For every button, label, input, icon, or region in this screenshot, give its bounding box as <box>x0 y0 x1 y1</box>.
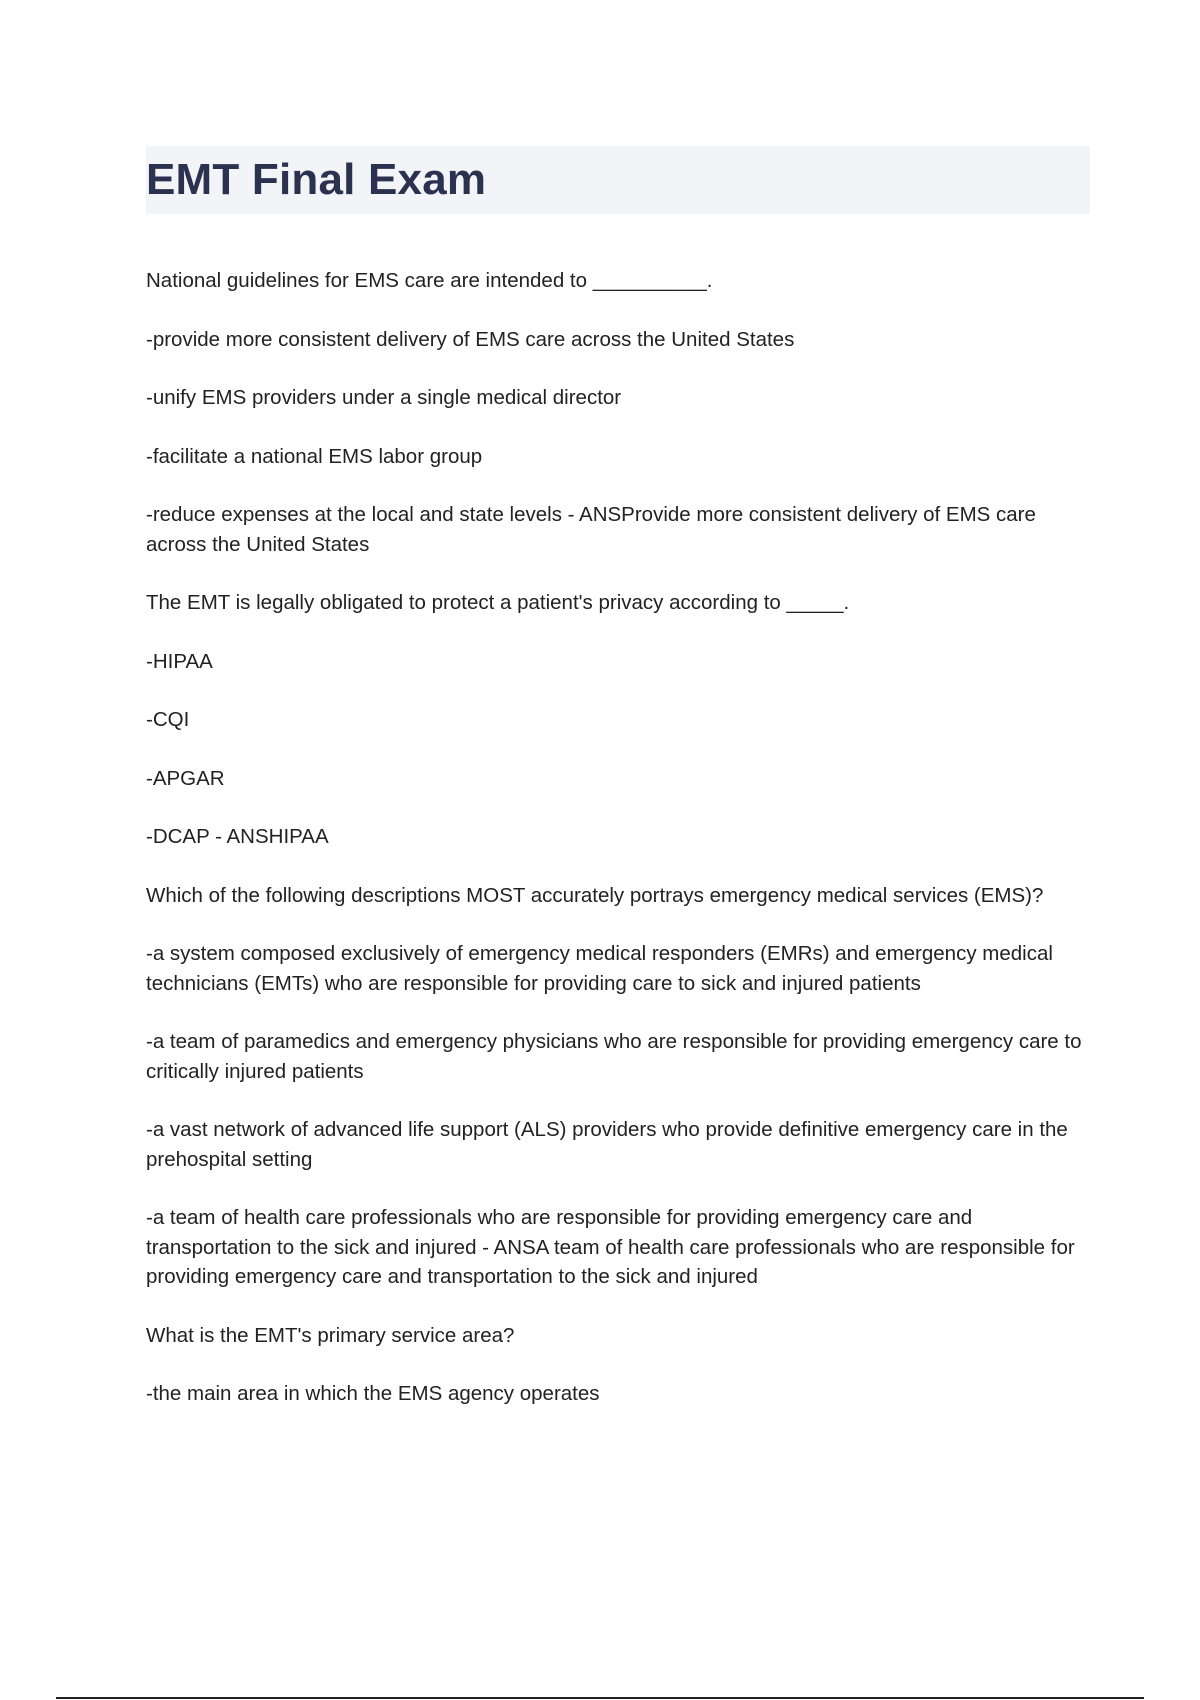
question-4-option: -the main area in which the EMS agency operates <box>146 1382 600 1405</box>
question-2-option: -HIPAA <box>146 649 213 673</box>
question-3-option: -a team of paramedics and emergency physicians who are responsible for providing emergency care to critically injured patients <box>146 1030 1088 1083</box>
question-2-option: -APGAR <box>146 766 225 790</box>
page-title: EMT Final Exam <box>146 155 487 204</box>
document-body <box>146 266 1090 1438</box>
question-3-option: -a vast network of advanced life support (ALS) providers who provide definitive emergency care in the prehospital setting <box>146 1118 1074 1171</box>
question-2-option: -CQI <box>146 708 190 731</box>
question-3: Which of the following descriptions MOST accurately portrays emergency medical services (EMS)? <box>146 883 1044 907</box>
question-2-option-answer: -DCAP - ANSHIPAA <box>146 825 329 848</box>
question-2: The EMT is legally obligated to protect a patient's privacy according to _____. <box>146 591 850 614</box>
question-3-option: -a system composed exclusively of emergency medical responders (EMRs) and emergency medical technicians (EMTs) who are responsible for providing care to sick and injured patients <box>146 942 1059 995</box>
question-1-option: -provide more consistent delivery of EMS care across the United States <box>146 327 795 351</box>
question-1: National guidelines for EMS care are intended to __________. <box>146 269 713 292</box>
question-3-option-answer: -a team of health care professionals who are responsible for providing emergency care and transportation to the sick and injured - ANSA team of health care professionals who are responsible for providing emergency care and transportation to the sick and injured <box>146 1206 1081 1288</box>
footer-divider <box>56 1697 1144 1699</box>
question-1-option: -unify EMS providers under a single medical director <box>146 386 622 409</box>
question-4: What is the EMT's primary service area? <box>146 1323 515 1347</box>
question-1-option-answer: -reduce expenses at the local and state levels - ANSProvide more consistent delivery of EMS care across the United States <box>146 503 1042 556</box>
question-1-option: -facilitate a national EMS labor group <box>146 444 483 468</box>
